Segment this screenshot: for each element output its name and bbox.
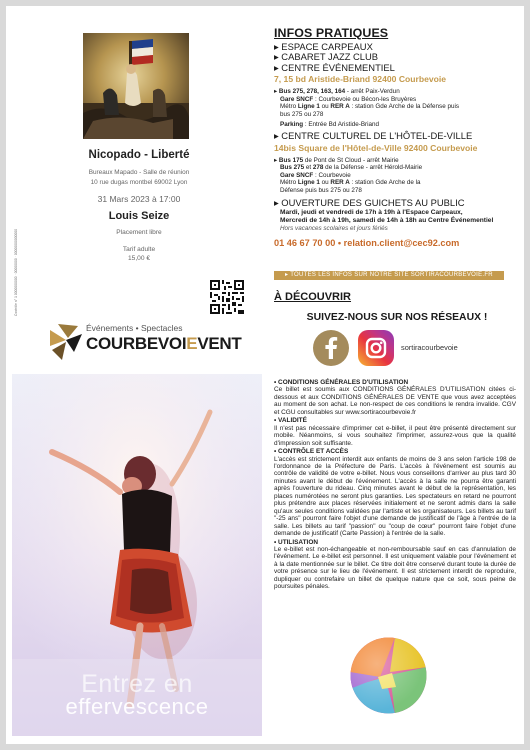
facebook-icon[interactable] xyxy=(313,330,349,366)
side-print-text: Contrôle n° 1 0000000000 · 00000000 · 00000000000000 xyxy=(14,228,18,316)
venue-a-3: ▸ CENTRE ÉVÉNEMENTIEL xyxy=(274,61,395,73)
discover-title: À DÉCOUVRIR xyxy=(274,291,352,303)
venue-line-1: Bureaux Mapado - Salle de réunion xyxy=(88,169,190,176)
side-print xyxy=(14,126,26,326)
hours-note: Hors vacances scolaires et jours fériés xyxy=(280,224,388,232)
qr-code xyxy=(210,280,244,314)
event-datetime: 31 Mars 2023 à 17:00 xyxy=(97,194,181,204)
venue-a-2: ▸ CABARET JAZZ CLUB xyxy=(274,51,379,63)
ticket-page xyxy=(6,6,524,744)
cgu-body: Ce billet est soumis aux CONDITIONS GÉNÉRALES D'UTILISATION citées ci-dessous et aux CONDITIONS GÉNÉRALES DE VENTE que vous avez acceptées au moment de son achat. Le non-respect de ces conditions le rendra invalide. CGV et CGU consultables sur www.sortiracourbevoie.fr xyxy=(274,386,516,416)
phone-link[interactable]: 01 46 67 70 00 xyxy=(274,237,336,248)
conditions-block xyxy=(274,378,516,591)
hours-line-1: Mardi, jeudi et vendredi de 17h à 19h à l'Espace Carpeaux, xyxy=(280,208,463,216)
courbevoie-event-logo xyxy=(48,320,242,366)
transport-b: ▸ Bus 175 de Pont de St Cloud - arrêt Mairie Bus 275 et 278 de la Défense - arrêt Hérold-Mairie Gare SNCF : Courbevoie Métro Ligne 1 ou RER A : station Gde Arche de la Défense puis bus 275 ou 278 xyxy=(274,156,423,194)
hours-line-2: Mercredi de 14h à 19h, samedi de 14h à 18h au Centre Événementiel xyxy=(280,216,494,224)
infos-pratiques xyxy=(274,26,512,248)
transport-a: ▸ Bus 275, 278, 163, 164 - arrêt Paix-Verdun Gare SNCF : Courbevoie ou Bécon-les Bruyères Métro Ligne 1 ou RER A : station Gde Arche de la Défense puis bus 275 ou 278 Parking : Entrée Bd Aristide-Briand xyxy=(274,88,459,128)
contact-line xyxy=(274,238,512,248)
guichet-title: ▸ OUVERTURE DES GUICHETS AU PUBLIC xyxy=(274,196,465,208)
placement: Placement libre xyxy=(116,229,162,236)
venue-address xyxy=(26,168,252,187)
utilisation-body: Le e-billet est non-échangeable et non-remboursable sauf en cas d'annulation de l'événement. Le e-billet est personnel. Il est uniquement valable pour l'événement et à la date mentionnée sur le billet. Ce titre doit être conservé durant toute la durée de votre présence sur le lieu de l'événement. Il est strictement interdit de reproduire, dupliquer ou contrefaire un billet de quelque nature que ce soit, sous peine de poursuites pénales. xyxy=(274,545,516,591)
venue-a-1: ▸ ESPACE CARPEAUX xyxy=(274,41,373,52)
logo-mark-icon xyxy=(48,322,84,362)
validite-title: • VALIDITÉ xyxy=(274,417,307,425)
tarif xyxy=(26,245,252,263)
event-title: Nicopado - Liberté xyxy=(88,149,190,161)
validite-body: Il n'est pas nécessaire d'imprimer cet e-billet, il peut être présenté directement sur mobile. Néanmoins, si vous souhaitez l'imprimer, assurez-vous que la qualité d'impression soit suffisante. xyxy=(274,424,516,447)
promo-poster xyxy=(12,374,262,736)
utilisation-title: • UTILISATION xyxy=(274,538,318,546)
cgu-title: • CONDITIONS GÉNÉRALES D'UTILISATION xyxy=(274,379,409,386)
poster-slogan-line-2: effervescence xyxy=(65,694,209,719)
address-b: 14bis Square de l'Hôtel-de-Ville 92400 Courbevoie xyxy=(274,142,478,153)
venue-line-2: 10 rue dugas montbel 69002 Lyon xyxy=(90,178,188,186)
infos-title: INFOS PRATIQUES xyxy=(274,26,389,40)
decorative-ball xyxy=(350,637,427,714)
logo-tagline: Événements • Spectacles xyxy=(86,323,183,333)
social-handle[interactable]: sortiracourbevoie xyxy=(401,343,458,352)
website-banner[interactable]: ▸ TOUTES LES INFOS SUR NOTRE SITE SORTIRACOURBEVOIE.FR xyxy=(274,271,504,280)
venue-b: ▸ CENTRE CULTUREL DE L'HÔTEL-DE-VILLE xyxy=(274,130,473,142)
price: 15,00 € xyxy=(128,255,150,262)
logo-name: COURBEVOIEVENT xyxy=(86,334,242,353)
tarif-label: Tarif adulte xyxy=(122,246,156,253)
controle-title: • CONTRÔLE ET ACCÈS xyxy=(274,448,349,456)
address-a: 7, 15 bd Aristide-Briand 92400 Courbevoie xyxy=(274,74,447,85)
event-artwork xyxy=(83,33,189,139)
email-link[interactable]: • relation.client@cec92.com xyxy=(335,237,460,248)
follow-us: SUIVEZ-NOUS SUR NOS RÉSEAUX ! xyxy=(306,312,488,323)
poster-slogan-line-1: Entrez en xyxy=(81,670,193,698)
holder-name: Louis Seize xyxy=(108,210,170,222)
controle-body: L'accès est strictement interdit aux enfants de moins de 3 ans selon l'article 198 de l'ordonnance de la Préfecture de Paris. L'accès à l'événement est soumis au contrôle de validité de votre e-billet. Nous vous conseillons d'arriver au plus tard 30 minutes avant le début de l'événement. L'accès à la salle ne pourra être garanti après l'ouverture du rideau. Cinq minutes avant le début de la représentation, les places numérotées ne seront plus garanties. Les spectateurs en retard ne pourront plus prétendre aux places réservées initialement et ne seront admis dans la salle qu'aux seules conditions validées par l'artiste et les organisateurs. Les billets au tarif "-25 ans" pourront faire l'objet d'une demande de justificatif de l'âge à l'entrée de la salle. Les billets au tarif "passion" ou "coup de cœur" pourront faire l'objet d'une demande de justificatif (Carte Passion) à l'entrée de la salle. xyxy=(274,455,516,538)
instagram-icon[interactable] xyxy=(358,330,394,366)
